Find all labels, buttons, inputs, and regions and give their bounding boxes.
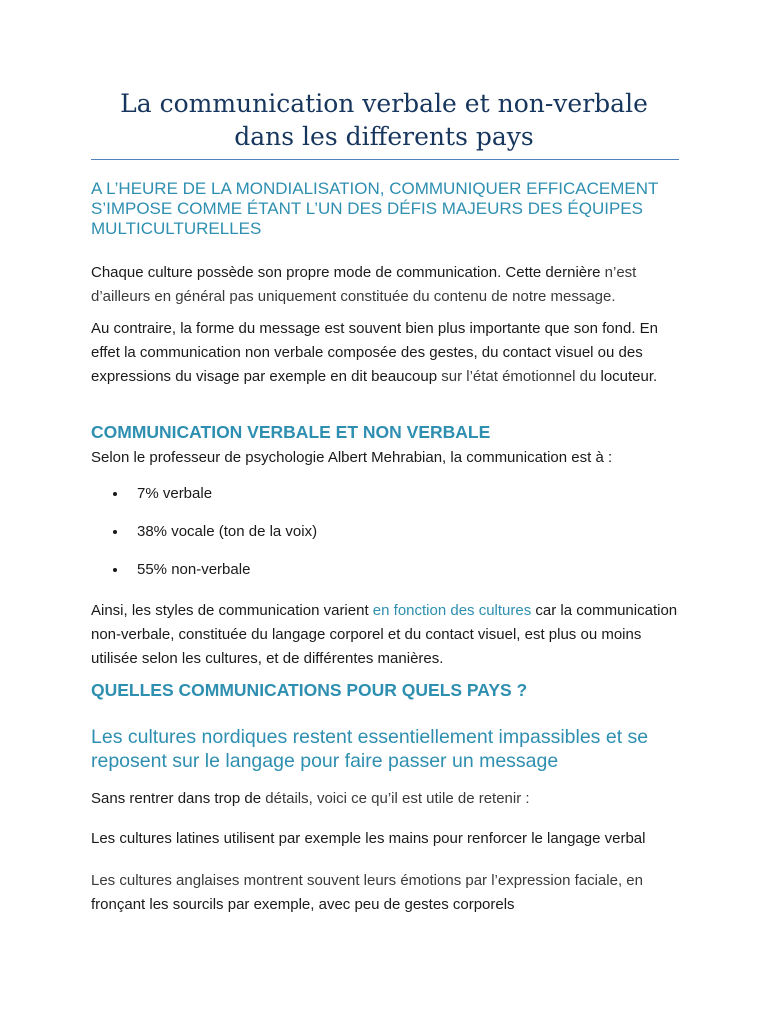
bullet-icon	[113, 568, 117, 572]
paragraph-6	[91, 869, 681, 917]
paragraph-2-part-b: sur l’état émotionnel du	[441, 368, 597, 385]
paragraph-5: Les cultures latines utilisent par exemple les mains pour renforcer le langage verbal	[91, 830, 646, 847]
document-title	[0, 87, 768, 153]
title-line-2: dans les differents pays	[234, 122, 534, 151]
paragraph-4-part-b: détails, voici ce qu’il est utile de retenir :	[265, 790, 530, 807]
list-item	[91, 558, 317, 596]
list-item-text: 7% verbale	[137, 485, 213, 502]
intro-heading: A L’HEURE DE LA MONDIALISATION, COMMUNIQUER EFFICACEMENT S’IMPOSE COMME ÉTANT L’UN DES DÉFIS MAJEURS DES ÉQUIPES MULTICULTURELLES	[91, 179, 659, 238]
list-item	[91, 482, 317, 520]
paragraph-1-part-b: n’est d’ailleurs en général pas uniquement constituée du contenu de notre message.	[91, 264, 637, 305]
paragraph-1-part-a: Chaque culture possède son propre mode de communication. Cette dernière	[91, 264, 605, 281]
subheading-nordic: Les cultures nordiques restent essentiellement impassibles et se reposent sur le langage pour faire passer un message	[91, 726, 649, 772]
title-line-1: La communication verbale et non-verbale	[120, 89, 648, 118]
title-divider	[91, 159, 679, 160]
section-heading-countries: QUELLES COMMUNICATIONS POUR QUELS PAYS ?	[91, 680, 528, 700]
paragraph-4-part-a: Sans rentrer dans trop de	[91, 790, 266, 807]
percentage-list	[91, 482, 317, 596]
bullet-icon	[113, 530, 117, 534]
bullet-icon	[113, 492, 117, 496]
paragraph-6-part-b: fronçant les sourcils par exemple, avec peu de gestes corporels	[91, 896, 515, 913]
paragraph-2-part-c: locuteur.	[596, 368, 658, 385]
list-item	[91, 520, 317, 558]
paragraph-3-part-a: Ainsi, les styles de communication varient	[91, 602, 373, 619]
paragraph-4	[91, 787, 681, 811]
list-item-text: 38% vocale (ton de la voix)	[137, 523, 318, 540]
paragraph-2-part-a: Au contraire, la forme du message est souvent bien plus importante que son fond. En effet la communication non verbale composée des gestes, du contact visuel ou des expressions du visage par exemple en dit beaucoup	[91, 320, 658, 385]
paragraph-3-part-b: car la communication non-verbale, constituée du langage corporel et du contact visuel, est plus ou moins utilisée selon les cultures, et de différentes manières.	[91, 602, 678, 667]
paragraph-1	[91, 261, 681, 309]
list-item-text: 55% non-verbale	[137, 561, 251, 578]
paragraph-6-part-a: Les cultures anglaises montrent souvent leurs émotions par l’expression faciale, en	[91, 872, 643, 889]
section-1-intro: Selon le professeur de psychologie Albert Mehrabian, la communication est à :	[91, 449, 613, 466]
section-heading-verbal: COMMUNICATION VERBALE ET NON VERBALE	[91, 422, 491, 442]
paragraph-3	[91, 599, 681, 671]
paragraph-2	[91, 317, 681, 389]
cultures-link[interactable]: en fonction des cultures	[372, 602, 532, 619]
